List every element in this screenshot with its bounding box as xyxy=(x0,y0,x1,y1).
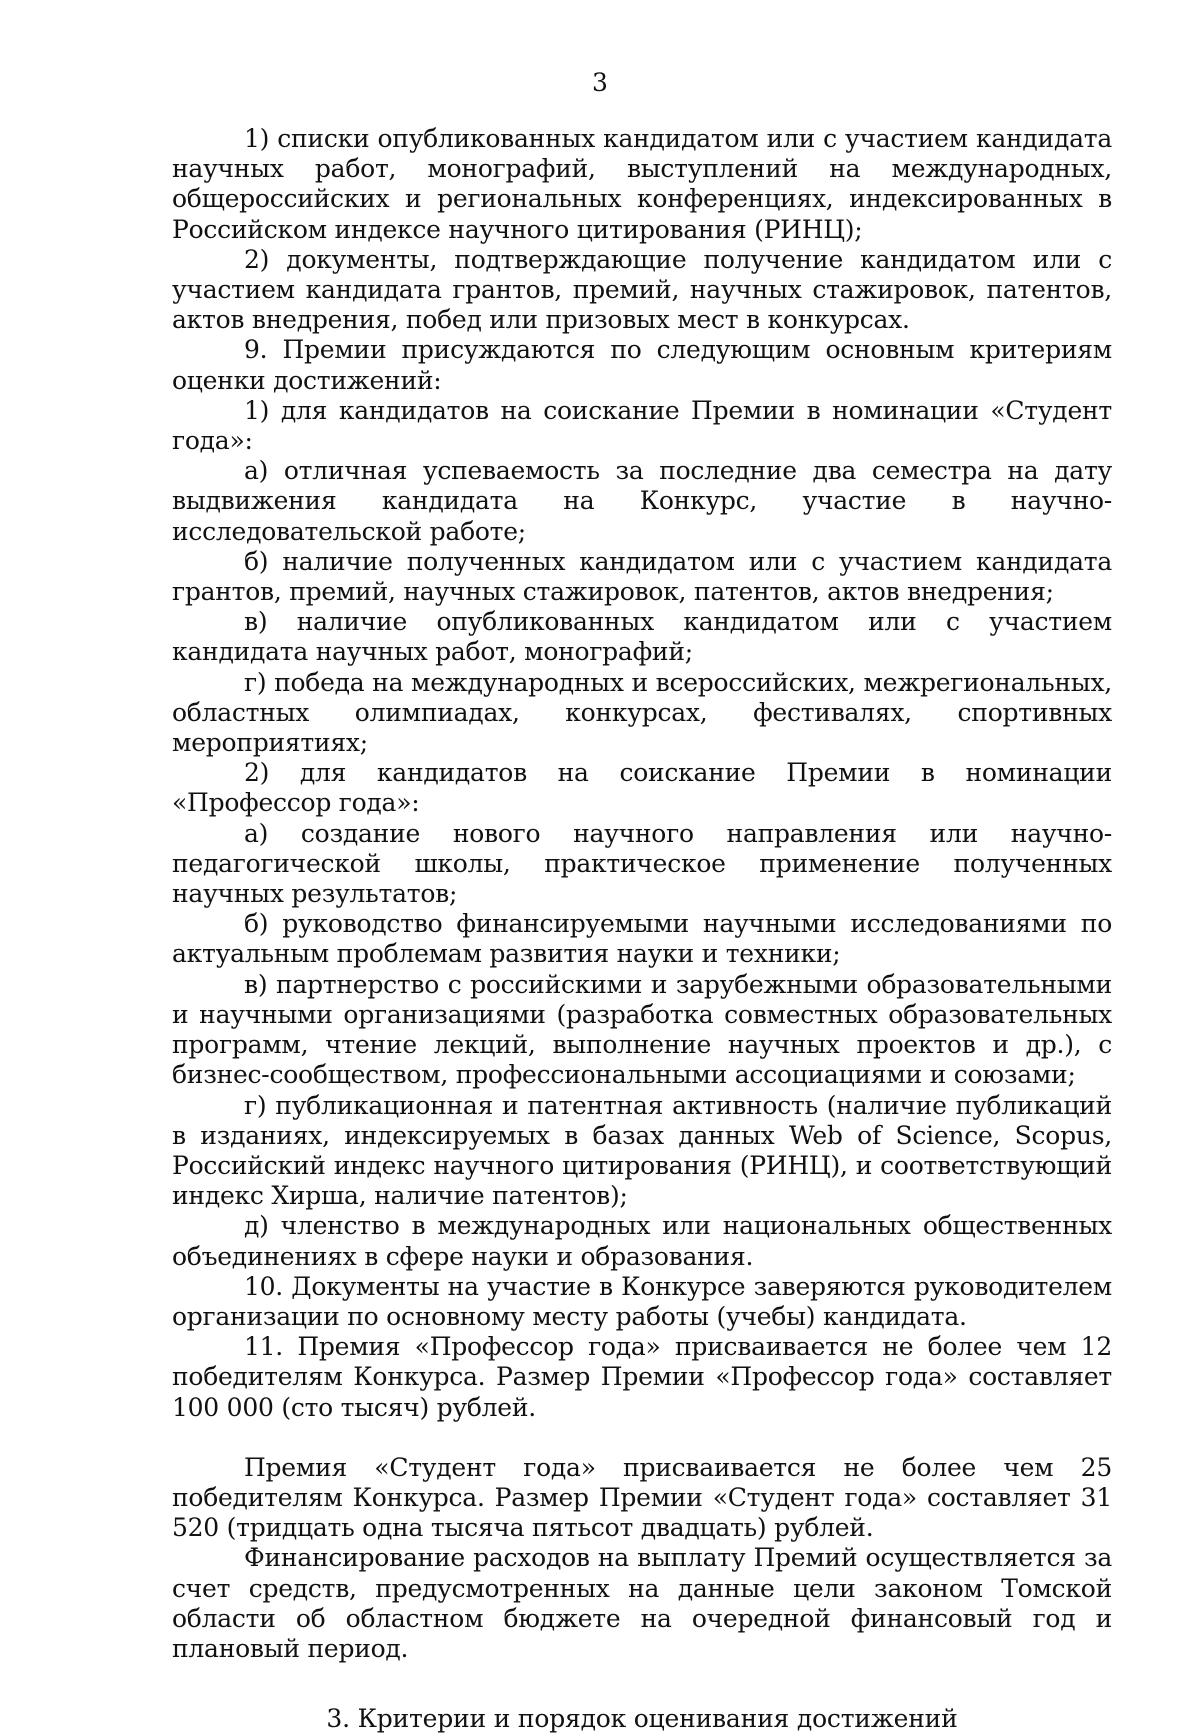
paragraph-professor-criterion-b: б) руководство финансируемыми научными исследованиями по актуальным проблемам развития науки и техники; xyxy=(172,909,1112,969)
section-heading: 3. Критерии и порядок оценивания достижений xyxy=(326,1704,958,1734)
paragraph-professor-criteria-intro: 2) для кандидатов на соискание Премии в номинации «Профессор года»: xyxy=(172,758,1112,818)
paragraph-professor-criterion-a: а) создание нового научного направления или научно-педагогической школы, практическое применение полученных научных результатов; xyxy=(172,818,1112,909)
paragraph-professor-criterion-v: в) партнерство с российскими и зарубежными образовательными и научными организациями (разработка совместных образовательных программ, чтение лекций, выполнение научных проектов и др.), с бизнес-сообществом, профессиональными ассоциациями и союзами; xyxy=(172,969,1112,1090)
paragraph-student-criterion-a: а) отличная успеваемость за последние два семестра на дату выдвижения кандидата на Конкурс, участие в научно-исследовательской работе; xyxy=(172,456,1112,546)
document-body xyxy=(172,124,1112,1734)
paragraph-clause-9: 9. Премии присуждаются по следующим основным критериям оценки достижений: xyxy=(172,335,1112,395)
paragraph-clause-10: 10. Документы на участие в Конкурсе заверяются руководителем организации по основному месту работы (учебы) кандидата. xyxy=(172,1271,1112,1331)
paragraph-student-prize: Премия «Студент года» присваивается не более чем 25 победителям Конкурса. Размер Премии «Студент года» составляет 31 520 (тридцать одна тысяча пятьсот двадцать) рублей. xyxy=(172,1452,1112,1543)
page-number: 3 xyxy=(592,68,608,97)
paragraph-student-criterion-g: г) победа на международных и всероссийских, межрегиональных, областных олимпиадах, конкурсах, фестивалях, спортивных мероприятиях; xyxy=(172,667,1112,758)
paragraph-supporting-documents: 2) документы, подтверждающие получение кандидатом или с участием кандидата грантов, премий, научных стажировок, патентов, актов внедрения, побед или призовых мест в конкурсах. xyxy=(172,244,1112,335)
paragraph-publications-list: 1) списки опубликованных кандидатом или с участием кандидата научных работ, монографий, выступлений на международных, общероссийских и региональных конференциях, индексированных в Российском индексе научного цитирования (РИНЦ); xyxy=(172,124,1112,244)
paragraph-student-criterion-v: в) наличие опубликованных кандидатом или с участием кандидата научных работ, монографий; xyxy=(172,607,1112,667)
paragraph-financing: Финансирование расходов на выплату Премий осуществляется за счет средств, предусмотренных на данные цели законом Томской области об областном бюджете на очередной финансовый год и плановый период. xyxy=(172,1543,1112,1663)
paragraph-student-criteria-intro: 1) для кандидатов на соискание Премии в номинации «Студент года»: xyxy=(172,395,1112,456)
paragraph-professor-criterion-g: г) публикационная и патентная активность (наличие публикаций в изданиях, индексируемых в базах данных Web of Science, Scopus, Российский индекс научного цитирования (РИНЦ), и соответствующий индекс Хирша, наличие патентов); xyxy=(172,1090,1112,1211)
paragraph-clause-11: 11. Премия «Профессор года» присваивается не более чем 12 победителям Конкурса. Размер Премии «Профессор года» составляет 100 000 (сто тысяч) рублей. xyxy=(172,1332,1112,1422)
paragraph-professor-criterion-d: д) членство в международных или национальных общественных объединениях в сфере науки и образования. xyxy=(172,1211,1112,1271)
paragraph-student-criterion-b: б) наличие полученных кандидатом или с участием кандидата грантов, премий, научных стажировок, патентов, актов внедрения; xyxy=(172,546,1112,607)
